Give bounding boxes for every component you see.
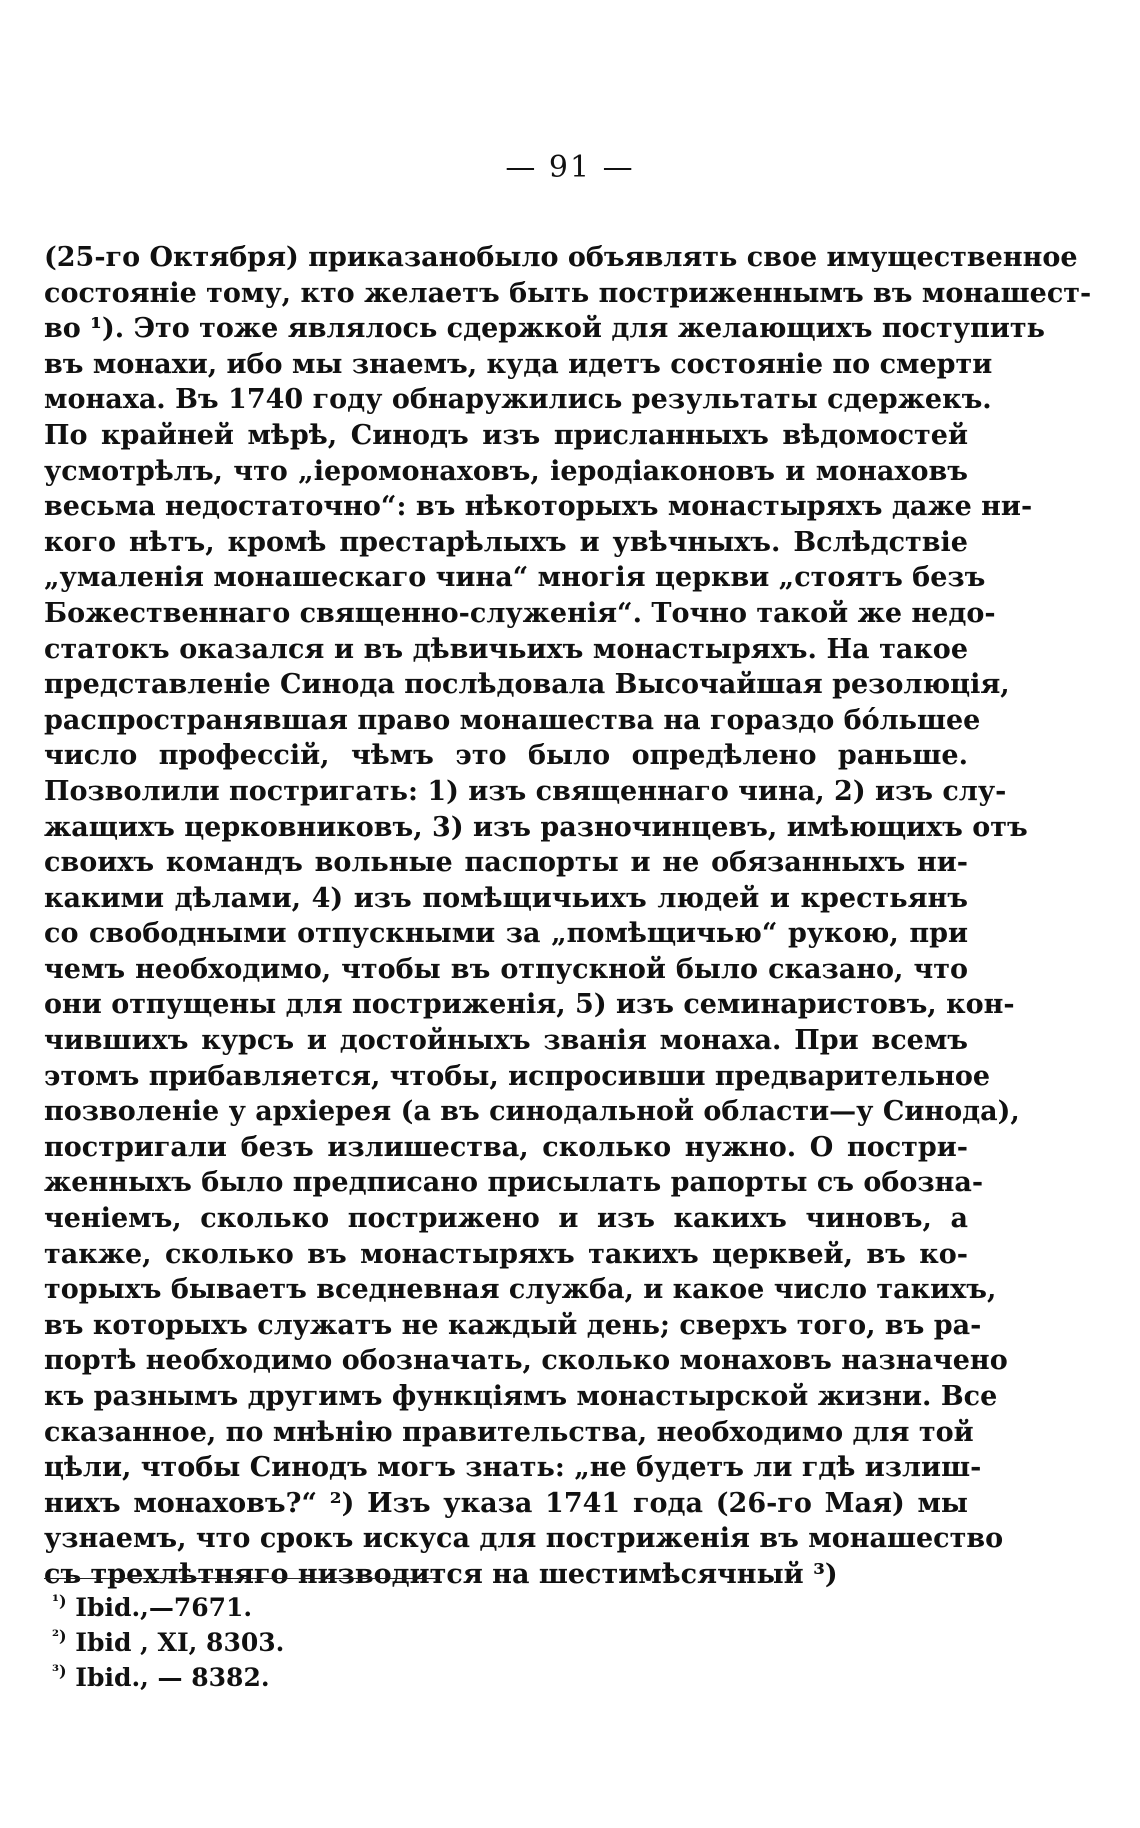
text-line: въ монахи, ибо мы знаемъ, куда идетъ состояніе по смерти <box>44 348 993 380</box>
body-text <box>44 240 1092 1593</box>
text-line: ченіемъ, сколько пострижено и изъ какихъ чиновъ, а <box>44 1203 968 1235</box>
text-line: сказанное, по мнѣнію правительства, необходимо для той <box>44 1416 974 1448</box>
text-line: жащихъ церковниковъ, 3) изъ разночинцевъ, имѣющихъ отъ <box>44 811 1028 843</box>
text-line: какими дѣлами, 4) изъ помѣщичьихъ людей и крестьянъ <box>44 882 968 914</box>
text-line: По крайней мѣрѣ, Синодъ изъ присланныхъ вѣдомостей <box>44 419 968 451</box>
footnote-text: Ibid., — 8382. <box>75 1663 270 1692</box>
text-line: число профессій, чѣмъ это было опредѣлено раньше. <box>44 740 968 772</box>
text-line: также, сколько въ монастыряхъ такихъ церквей, въ ко- <box>44 1238 968 1270</box>
text-line: распространявшая право монашества на гораздо бо́льшее <box>44 704 981 736</box>
footnote-3 <box>52 1660 652 1695</box>
text-line: „умаленія монашескаго чина“ многія церкви „стоятъ безъ <box>44 562 986 594</box>
text-line: нихъ монаховъ?“ ²) Изъ указа 1741 года (26-го Мая) мы <box>44 1487 968 1519</box>
text-line: позволеніе у архіерея (а въ синодальной области—у Синода), <box>44 1096 1020 1128</box>
text-line: представленіе Синода послѣдовала Высочайшая резолюція, <box>44 669 1010 701</box>
footnote-text: Ibid.,—7671. <box>75 1593 253 1622</box>
text-line: монаха. Въ 1740 году обнаружились результаты сдержекъ. <box>44 384 992 416</box>
page-number: — 91 — <box>505 150 635 185</box>
text-line: къ разнымъ другимъ функціямъ монастырской жизни. Все <box>44 1381 998 1412</box>
text-line: во ¹). Это тоже являлось сдержкой для желающихъ поступить <box>44 313 1045 345</box>
text-line: постригали безъ излишества, сколько нужно. О постри- <box>44 1131 968 1163</box>
text-line: этомъ прибавляется, чтобы, испросивши предварительное <box>44 1060 991 1092</box>
footnotes <box>52 1590 652 1695</box>
text-line-last: съ трехлѣтняго низводится на шестимѣсячный ³) <box>44 1558 838 1590</box>
footnote-1 <box>52 1590 652 1625</box>
footnote-2 <box>52 1625 652 1660</box>
text-line: кого нѣтъ, кромѣ престарѣлыхъ и увѣчныхъ. Вслѣдствіе <box>44 526 968 558</box>
text-line: узнаемъ, что срокъ искуса для постриженія въ монашество <box>44 1523 1004 1555</box>
text-line: цѣли, чтобы Синодъ могъ знать: „не будетъ ли гдѣ излиш- <box>44 1452 982 1484</box>
text-line: статокъ оказался и въ дѣвичьихъ монастыряхъ. На такое <box>44 633 968 665</box>
footnote-divider <box>44 1578 438 1579</box>
text-line: Позволили постригать: 1) изъ священнаго чина, 2) изъ слу- <box>44 775 1007 807</box>
text-line: чившихъ курсъ и достойныхъ званія монаха. При всемъ <box>44 1025 968 1057</box>
footnote-marker: ³) <box>52 1661 67 1681</box>
text-line: Божественнаго священно-служенія“. Точно такой же недо- <box>44 597 996 629</box>
footnote-marker: ¹) <box>52 1591 67 1611</box>
text-line: усмотрѣлъ, что „іеромонаховъ, іеродіаконовъ и монаховъ <box>44 455 968 487</box>
text-line: въ которыхъ служатъ не каждый день; сверхъ того, въ ра- <box>44 1309 982 1341</box>
text-line: женныхъ было предписано присылать рапорты съ обозна- <box>44 1167 984 1199</box>
text-line: со свободными отпускными за „помѣщичью“ рукою, при <box>44 918 968 950</box>
text-line: портѣ необходимо обозначать, сколько монаховъ назначено <box>44 1345 1008 1377</box>
text-line: они отпущены для постриженія, 5) изъ семинаристовъ, кон- <box>44 989 1015 1021</box>
text-line: чемъ необходимо, чтобы въ отпускной было сказано, что <box>44 953 968 985</box>
text-line: своихъ командъ вольные паспорты и не обязанныхъ ни- <box>44 847 968 879</box>
footnote-text: Ibid , XI, 8303. <box>75 1628 285 1657</box>
text-line: состояніе тому, кто желаетъ быть постриженнымъ въ монашест- <box>44 277 1092 309</box>
text-line: весьма недостаточно“: въ нѣкоторыхъ монастыряхъ даже ни- <box>44 491 1033 523</box>
text-line: торыхъ бываетъ вседневная служба, и какое число такихъ, <box>44 1274 997 1306</box>
text-line: (25-го Октября) приказанобыло объявлять свое имущественное <box>44 242 1078 273</box>
footnote-marker: ²) <box>52 1626 67 1646</box>
